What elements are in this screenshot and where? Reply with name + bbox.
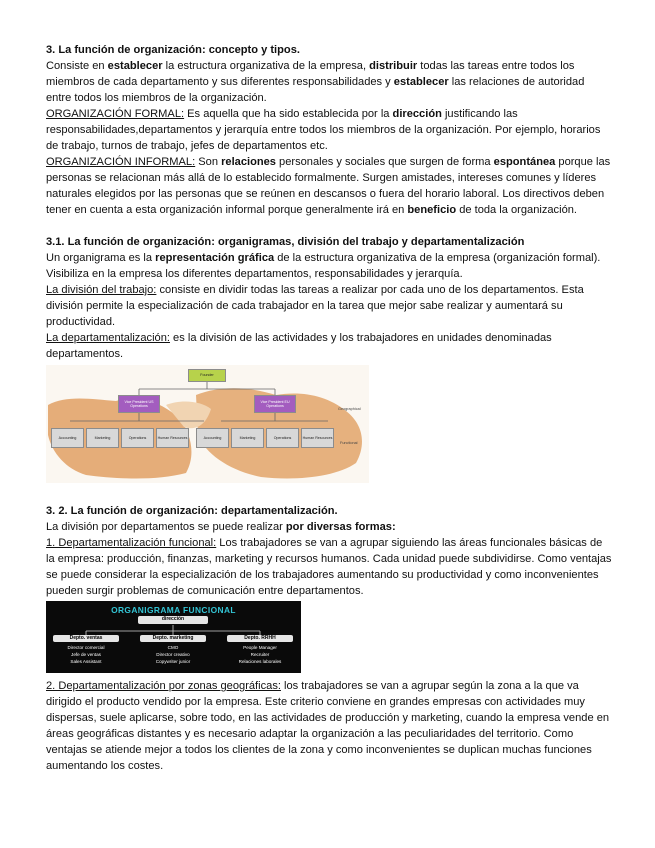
functional-level-label: Functional: [340, 441, 358, 445]
formal-organization-paragraph: ORGANIZACIÓN FORMAL: Es aquella que ha sido establecida por la dirección justificando las responsabilidades,departamentos y jerarquía entre todos los miembros de la organización. Por ejemplo, horarios de trabajo, turnos de trabajo, jefes de departamentos etc.: [46, 108, 601, 152]
leaf-eu-operations: Operations: [266, 428, 299, 448]
geographical-level-label: Geographical: [338, 407, 361, 411]
functional-org-chart-image: [46, 601, 301, 673]
organigram-paragraph: Un organigrama es la representación gráfica de la estructura organizativa de la empresa (organización formal). Visibiliza en la empresa los diferentes departamentos, responsabilidades y jerarquía.: [46, 252, 601, 280]
informal-organization-paragraph: ORGANIZACIÓN INFORMAL: Son relaciones personales y sociales que surgen de forma espontánea porque las personas se relacionan más allá de lo establecido formalmente. Surgen amistades, intereses comunes y líderes naturales elegidos por las personas que se reúnen en descansos o fuera del horario laboral. Los directivos deben tener en cuenta a esta organización informal porque generalmente irá en beneficio de toda la organización.: [46, 156, 611, 216]
formal-organization-label: ORGANIZACIÓN FORMAL:: [46, 108, 185, 120]
leaf-us-operations: Operations: [121, 428, 154, 448]
dept-ventas-box: Depto. ventas: [53, 635, 119, 642]
section-3-2-heading: 3. 2. La función de organización: departamentalización.: [46, 505, 338, 517]
vp-us-box: Vice President US Operations: [118, 395, 160, 413]
direccion-box: dirección: [138, 616, 208, 624]
leaf-us-accounting: Accounting: [51, 428, 84, 448]
geographic-departmentalization-paragraph: 2. Departamentalización por zonas geográficas: los trabajadores se van a agrupar según la zona a la que va dirigido el producto vendido por la empresa. Este criterio conviene en grandes empresas con actividades muy dispersas, suele aplicarse, sobre todo, en las actividades de producción y marketing, cuando la empresa vende en áreas geográficas distantes y es necesario adaptar la organización a las peculiaridades del territorio. Como ventajas se atiende mejor a todos los clientes de la zona y como inconvenientes se duplican muchas funciones aumentando los costes.: [46, 680, 610, 772]
departmentalization-intro: La división por departamentos se puede realizar por diversas formas:: [46, 521, 396, 533]
ventas-roles: Director comercial Jefe de ventas Sales Assistant: [67, 645, 105, 664]
section-3-paragraph: Consiste en establecer la estructura organizativa de la empresa, distribuir todas las tareas entre todos los miembros de cada departamento y sus diferentes responsabilidades y establecer las relaciones de autoridad entre todos los miembros de la organización.: [46, 60, 585, 104]
division-of-labor-label: La división del trabajo:: [46, 284, 157, 296]
marketing-roles: CMO Director creativo Copywriter junior: [155, 645, 191, 664]
functional-departmentalization-paragraph: 1. Departamentalización funcional: Los trabajadores se van a agrupar siguiendo las áreas funcionales básicas de la empresa: producción, finanzas, marketing y recursos humanos. Cada unidad puede subdividirse. Como ventajas se puede considerar la especialización de los trabajadores aumentando su productividad y como inconvenientes pueden surgir problemas de comunicación entre departamentos.: [46, 537, 612, 597]
functional-departmentalization-label: 1. Departamentalización funcional:: [46, 537, 217, 549]
vp-eu-box: Vice President EU Operations: [254, 395, 296, 413]
leaf-us-marketing: Marketing: [86, 428, 119, 448]
leaf-eu-marketing: Marketing: [231, 428, 264, 448]
geographic-org-chart-image: [46, 365, 369, 483]
dept-rrhh-box: Depto. RRHH: [227, 635, 293, 642]
leaf-us-hr: Human Resources: [156, 428, 189, 448]
division-of-labor-paragraph: La división del trabajo: consiste en dividir todas las tareas a realizar por cada uno de los departamentos. Esta división permite la especialización de cada trabajador en la tarea que mejor sabe realizar y aumentará su productividad.: [46, 284, 584, 328]
section-3-1-heading: 3.1. La función de organización: organigramas, división del trabajo y departamentalización: [46, 236, 525, 248]
departmentalization-paragraph: La departamentalización: es la división de las actividades y los trabajadores en unidades denominadas departamentos.: [46, 332, 552, 360]
document-page: [46, 42, 612, 774]
functional-chart-title: ORGANIGRAMA FUNCIONAL: [111, 605, 236, 615]
departmentalization-label: La departamentalización:: [46, 332, 170, 344]
leaf-eu-accounting: Accounting: [196, 428, 229, 448]
informal-organization-label: ORGANIZACIÓN INFORMAL:: [46, 156, 196, 168]
section-3-heading: 3. La función de organización: concepto y tipos.: [46, 44, 300, 56]
dept-marketing-box: Depto. marketing: [140, 635, 206, 642]
world-map-background: [46, 365, 369, 483]
rrhh-roles: People Manager Recruiter Relaciones laborales: [238, 645, 282, 664]
founder-box: Founder: [188, 369, 226, 382]
leaf-eu-hr: Human Resources: [301, 428, 334, 448]
geographic-departmentalization-label: 2. Departamentalización por zonas geográficas:: [46, 680, 281, 692]
